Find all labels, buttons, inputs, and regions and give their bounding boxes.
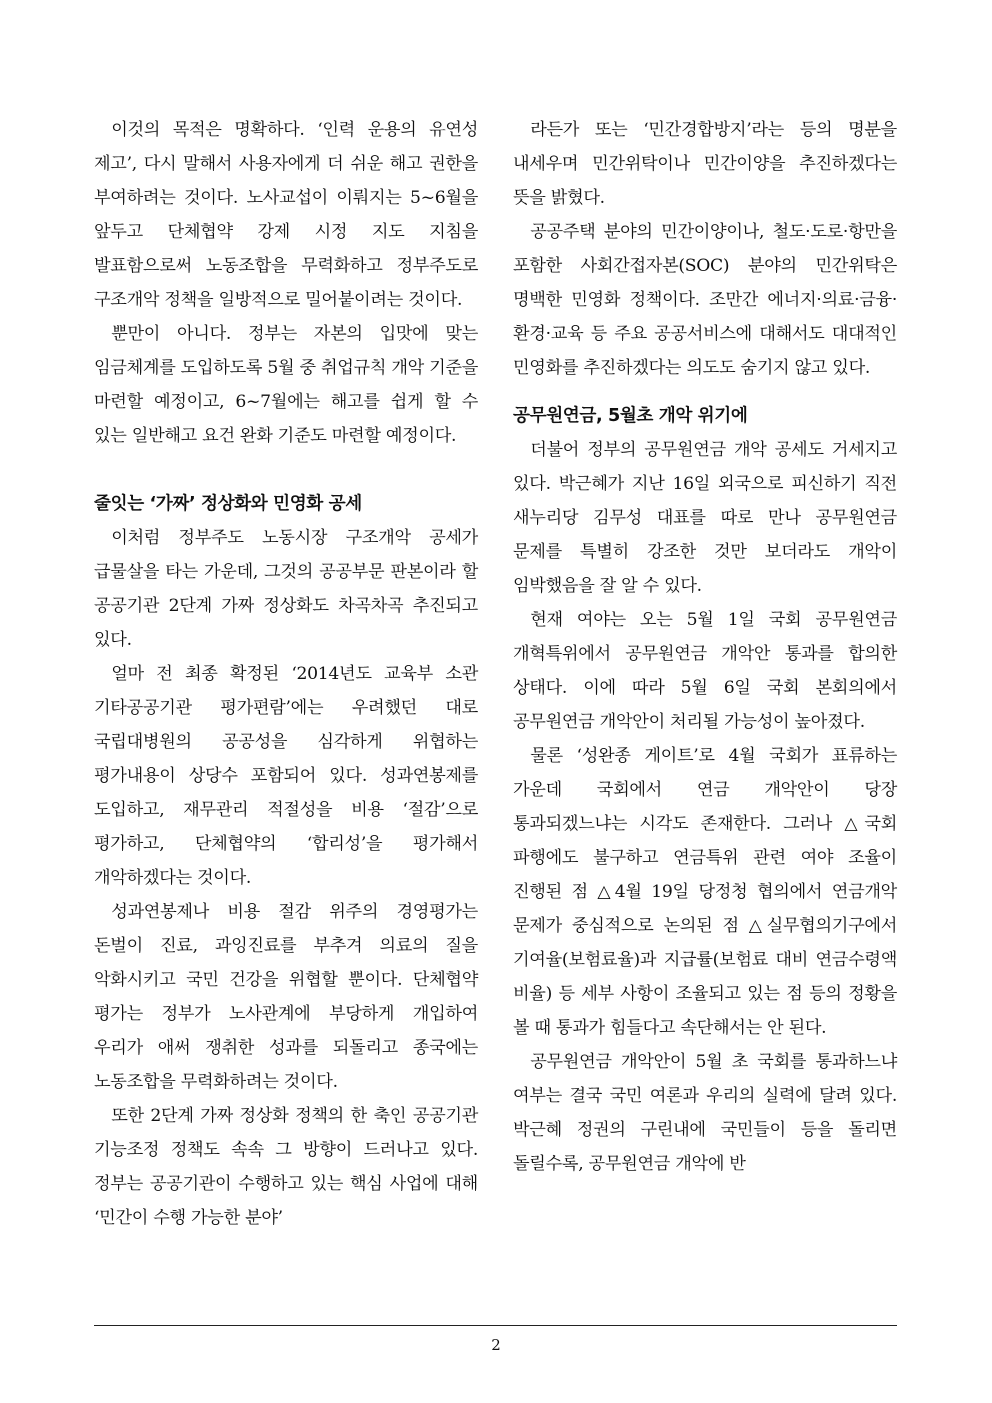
spacer — [94, 453, 478, 487]
paragraph: 이것의 목적은 명확하다. ‘인력 운용의 유연성 제고’, 다시 말해서 사용자에게 더 쉬운 해고 권한을 부여하려는 것이다. 노사교섭이 이뤄지는 5~6월을 앞두고 단체협약 강제 시정 지도 지침을 발표함으로써 노동조합을 무력화하고 정부주도로 구조개악 정책을 일방적으로 밀어붙이려는 것이다. — [94, 120, 478, 310]
paragraph: 공무원연금 개악안이 5월 초 국회를 통과하느냐 여부는 결국 국민 여론과 우리의 실력에 달려 있다. 박근혜 정권의 구린내에 국민들이 등을 돌리면 돌릴수록, 공무원연금 개악에 반 — [513, 1052, 897, 1174]
paragraph: 현재 여야는 오는 5월 1일 국회 공무원연금 개혁특위에서 공무원연금 개악안 통과를 합의한 상태다. 이에 따라 5월 6일 국회 본회의에서 공무원연금 개악안이 처리될 가능성이 높아졌다. — [513, 610, 897, 732]
footer-divider — [94, 1325, 897, 1326]
paragraph: 얼마 전 최종 확정된 ‘2014년도 교육부 소관 기타공공기관 평가편람’에는 우려했던 대로 국립대병원의 공공성을 심각하게 위협하는 평가내용이 상당수 포함되어 있다. 성과연봉제를 도입하고, 재무관리 적절성을 비용 ‘절감’으로 평가하고, 단체협약의 ‘합리성’을 평가해서 개악하겠다는 것이다. — [94, 664, 478, 888]
left-column — [94, 113, 478, 1235]
paragraph: 라든가 또는 ‘민간경합방지’라는 등의 명분을 내세우며 민간위탁이나 민간이양을 추진하겠다는 뜻을 밝혔다. — [513, 120, 897, 208]
paragraph: 또한 2단계 가짜 정상화 정책의 한 축인 공공기관 기능조정 정책도 속속 그 방향이 드러나고 있다. 정부는 공공기관이 수행하고 있는 핵심 사업에 대해 ‘민간이 수행 가능한 분야’ — [94, 1106, 478, 1228]
paragraph: 성과연봉제나 비용 절감 위주의 경영평가는 돈벌이 진료, 과잉진료를 부추겨 의료의 질을 악화시키고 국민 건강을 위협할 뿐이다. 단체협약 평가는 정부가 노사관계에 부당하게 개입하여 우리가 애써 쟁취한 성과를 되돌리고 종국에는 노동조합을 무력화하려는 것이다. — [94, 902, 478, 1092]
paragraph: 물론 ‘성완종 게이트’로 4월 국회가 표류하는 가운데 국회에서 연금 개악안이 당장 통과되겠느냐는 시각도 존재한다. 그러나 △국회 파행에도 불구하고 연금특위 관련 여야 조율이 진행된 점 △4월 19일 당정청 협의에서 연금개악 문제가 중심적으로 논의된 점 △실무협의기구에서 기여율(보험료율)과 지급률(보험료 대비 연금수령액 비율) 등 세부 사항이 조율되고 있는 점 등의 정황을 볼 때 통과가 힘들다고 속단해서는 안 된다. — [513, 746, 897, 1038]
paragraph: 뿐만이 아니다. 정부는 자본의 입맛에 맞는 임금체계를 도입하도록 5월 중 취업규칙 개악 기준을 마련할 예정이고, 6~7월에는 해고를 쉽게 할 수 있는 일반해고 요건 완화 기준도 마련할 예정이다. — [94, 324, 478, 446]
paragraph: 이처럼 정부주도 노동시장 구조개악 공세가 급물살을 타는 가운데, 그것의 공공부문 판본이라 할 공공기관 2단계 가짜 정상화도 차곡차곡 추진되고 있다. — [94, 528, 478, 650]
section-heading: 줄잇는 ‘가짜’ 정상화와 민영화 공세 — [94, 494, 362, 514]
paragraph: 더불어 정부의 공무원연금 개악 공세도 거세지고 있다. 박근혜가 지난 16일 외국으로 피신하기 직전 새누리당 김무성 대표를 따로 만나 공무원연금 문제를 특별히 강조한 것만 보더라도 개악이 임박했음을 잘 알 수 있다. — [513, 440, 897, 596]
right-column — [513, 113, 897, 1181]
section-heading: 공무원연금, 5월초 개악 위기에 — [513, 406, 748, 426]
page-number: 2 — [491, 1336, 501, 1354]
spacer — [513, 385, 897, 399]
paragraph: 공공주택 분야의 민간이양이나, 철도·도로·항만을 포함한 사회간접자본(SOC) 분야의 민간위탁은 명백한 민영화 정책이다. 조만간 에너지·의료·금융·환경·교육 등 주요 공공서비스에 대해서도 대대적인 민영화를 추진하겠다는 의도도 숨기지 않고 있다. — [513, 222, 897, 378]
